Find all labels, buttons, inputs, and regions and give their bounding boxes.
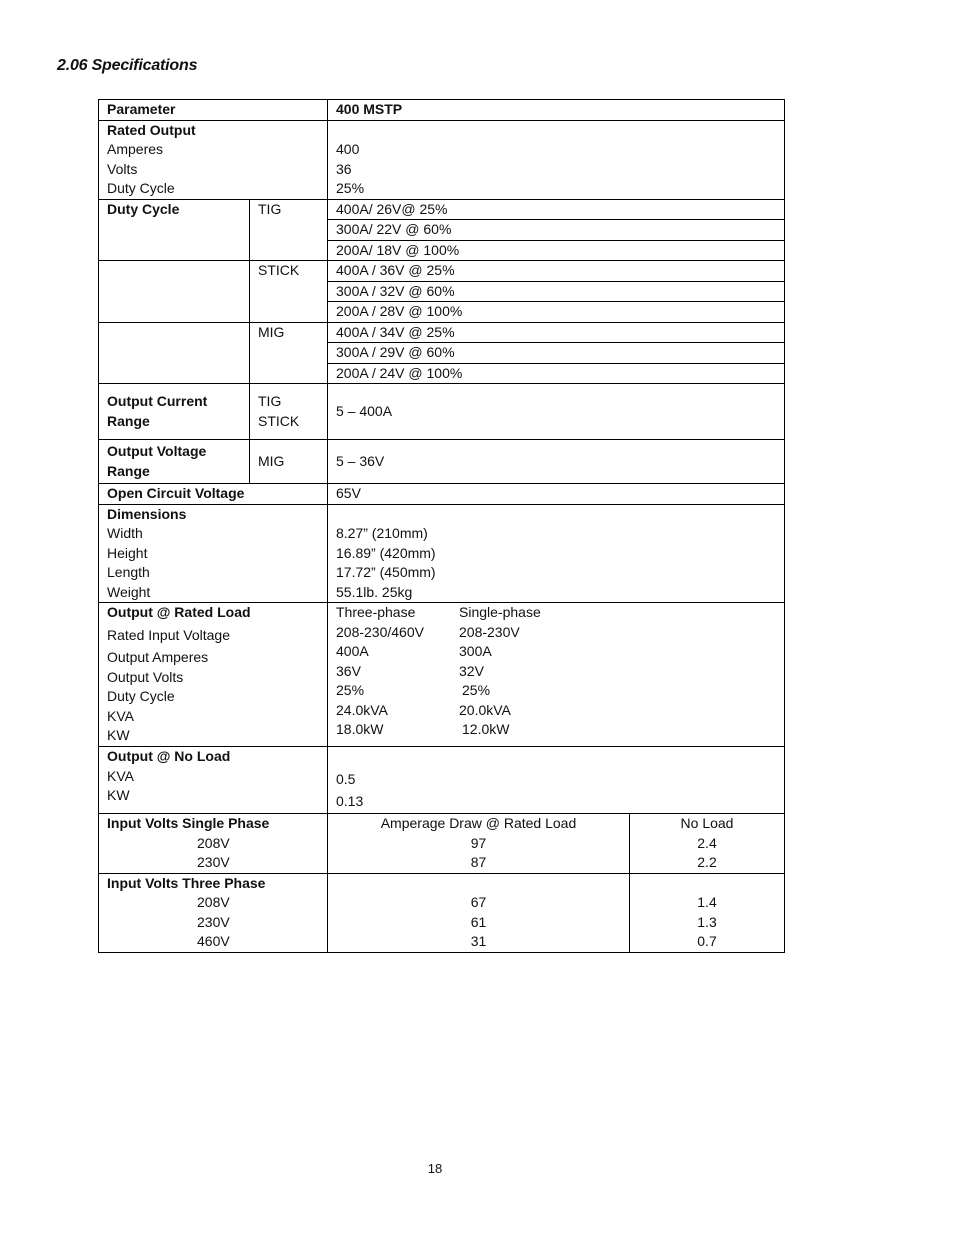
- no-load-label: Output @ No Load: [107, 748, 231, 764]
- duty-stick-value: 200A / 28V @ 100%: [328, 302, 785, 323]
- no-load-value: 2.2: [697, 854, 717, 870]
- no-load-value: 2.4: [697, 834, 717, 851]
- output-current-value: 5 – 400A: [328, 384, 785, 440]
- three-phase-value: 208-230/460V: [336, 623, 424, 640]
- duty-stick-row-1: [99, 261, 785, 282]
- amperes-label: Amperes: [107, 141, 164, 157]
- single-phase-value: 25%: [462, 682, 491, 698]
- three-phase-value: 25%: [336, 682, 365, 698]
- section-title: 2.06 Specifications: [57, 57, 198, 74]
- three-phase-value: 36V: [336, 662, 361, 679]
- process-stick: STICK: [258, 412, 300, 429]
- kw-label: KW: [107, 727, 130, 743]
- output-current-label-2: Range: [107, 412, 150, 429]
- amperage-draw-value: 97: [470, 834, 487, 851]
- duty-cycle-value: 25%: [336, 180, 365, 196]
- header-model: 400 MSTP: [328, 100, 785, 121]
- input-voltage-value: 460V: [197, 933, 230, 949]
- output-voltage-value: 5 – 36V: [328, 440, 785, 484]
- output-voltage-row: [99, 440, 785, 484]
- duty-stick-value: 300A / 32V @ 60%: [328, 281, 785, 302]
- width-value: 8.27” (210mm): [336, 525, 428, 541]
- process-tig: TIG: [258, 393, 282, 409]
- no-load-kva-value: 0.5: [336, 770, 356, 787]
- dimensions-row: [99, 504, 785, 603]
- duty-cycle-label: Duty Cycle: [107, 180, 175, 196]
- amperage-draw-value: 31: [470, 933, 487, 949]
- ocv-value: 65V: [328, 484, 785, 505]
- input-single-phase-label: Input Volts Single Phase: [107, 815, 270, 831]
- amperage-draw-value: 67: [470, 894, 487, 910]
- length-label: Length: [107, 564, 150, 580]
- process-mig: MIG: [250, 440, 328, 484]
- no-load-value: 1.4: [697, 894, 717, 910]
- input-three-phase-label: Input Volts Three Phase: [107, 874, 266, 891]
- duty-tig-value: 400A/ 26V@ 25%: [328, 199, 785, 220]
- duty-tig-row-1: [99, 199, 785, 220]
- volts-value: 36: [336, 160, 352, 177]
- three-phase-value: 24.0kVA: [336, 701, 388, 718]
- table-header-row: [99, 100, 785, 121]
- output-amperes-label: Output Amperes: [107, 649, 209, 665]
- three-phase-value: 400A: [336, 643, 369, 659]
- ocv-label: Open Circuit Voltage: [99, 484, 328, 505]
- height-label: Height: [107, 544, 148, 561]
- duty-tig-value: 300A/ 22V @ 60%: [328, 220, 785, 241]
- duty-cycle-label: Duty Cycle: [107, 688, 175, 704]
- duty-tig-value: 200A/ 18V @ 100%: [328, 240, 785, 261]
- process-mig: MIG: [250, 322, 328, 384]
- ocv-row: [99, 484, 785, 505]
- input-voltage-value: 208V: [197, 894, 230, 910]
- duty-cycle-section-label: Duty Cycle: [99, 199, 250, 261]
- no-load-kw-value: 0.13: [336, 793, 364, 809]
- rated-load-row: [99, 603, 785, 747]
- output-current-row: [99, 384, 785, 440]
- rated-load-label: Output @ Rated Load: [107, 604, 251, 620]
- process-tig: TIG: [250, 199, 328, 261]
- page-number: 18: [427, 1161, 443, 1176]
- duty-mig-value: 300A / 29V @ 60%: [328, 343, 785, 364]
- duty-mig-row-1: [99, 322, 785, 343]
- header-parameter: Parameter: [99, 100, 328, 121]
- no-load-value: 1.3: [697, 913, 717, 930]
- kw-label: KW: [107, 787, 130, 803]
- three-phase-value: 18.0kW: [336, 721, 384, 737]
- kva-label: KVA: [107, 767, 134, 784]
- no-load-value: 0.7: [697, 933, 717, 949]
- volts-label: Volts: [107, 160, 138, 177]
- duty-mig-value: 400A / 34V @ 25%: [328, 322, 785, 343]
- output-volts-label: Output Volts: [107, 668, 184, 685]
- amperes-value: 400: [336, 141, 360, 157]
- rated-input-voltage-label: Rated Input Voltage: [107, 626, 230, 643]
- no-load-header: No Load: [680, 815, 734, 831]
- duty-mig-value: 200A / 24V @ 100%: [328, 363, 785, 384]
- specifications-table: [98, 99, 785, 953]
- length-value: 17.72” (450mm): [336, 564, 436, 580]
- amperage-draw-value: 61: [470, 913, 487, 930]
- output-current-label: Output Current: [107, 393, 208, 409]
- input-voltage-value: 230V: [197, 854, 230, 870]
- single-phase-header: Single-phase: [459, 604, 541, 620]
- weight-value: 55.1lb. 25kg: [336, 583, 413, 600]
- single-phase-value: 20.0kVA: [459, 701, 511, 718]
- no-load-row: [99, 747, 785, 814]
- output-voltage-label: Output Voltage: [107, 443, 207, 459]
- single-phase-value: 32V: [459, 662, 484, 679]
- single-phase-value: 12.0kW: [462, 721, 510, 737]
- rated-output-row: [99, 120, 785, 199]
- process-stick: STICK: [250, 261, 328, 323]
- input-voltage-value: 230V: [197, 913, 230, 930]
- weight-label: Weight: [107, 583, 151, 600]
- duty-stick-value: 400A / 36V @ 25%: [328, 261, 785, 282]
- input-voltage-value: 208V: [197, 834, 230, 851]
- output-voltage-label-2: Range: [107, 462, 150, 479]
- kva-label: KVA: [107, 707, 134, 724]
- input-single-phase-row: [99, 814, 785, 874]
- dimensions-label: Dimensions: [107, 505, 187, 522]
- amperage-draw-header: Amperage Draw @ Rated Load: [380, 815, 577, 831]
- width-label: Width: [107, 525, 143, 541]
- height-value: 16.89” (420mm): [336, 544, 436, 561]
- single-phase-value: 208-230V: [459, 623, 520, 640]
- three-phase-header: Three-phase: [336, 604, 416, 620]
- amperage-draw-value: 87: [470, 854, 487, 870]
- rated-output-label: Rated Output: [107, 121, 196, 138]
- single-phase-value: 300A: [459, 643, 492, 659]
- input-three-phase-row: [99, 873, 785, 952]
